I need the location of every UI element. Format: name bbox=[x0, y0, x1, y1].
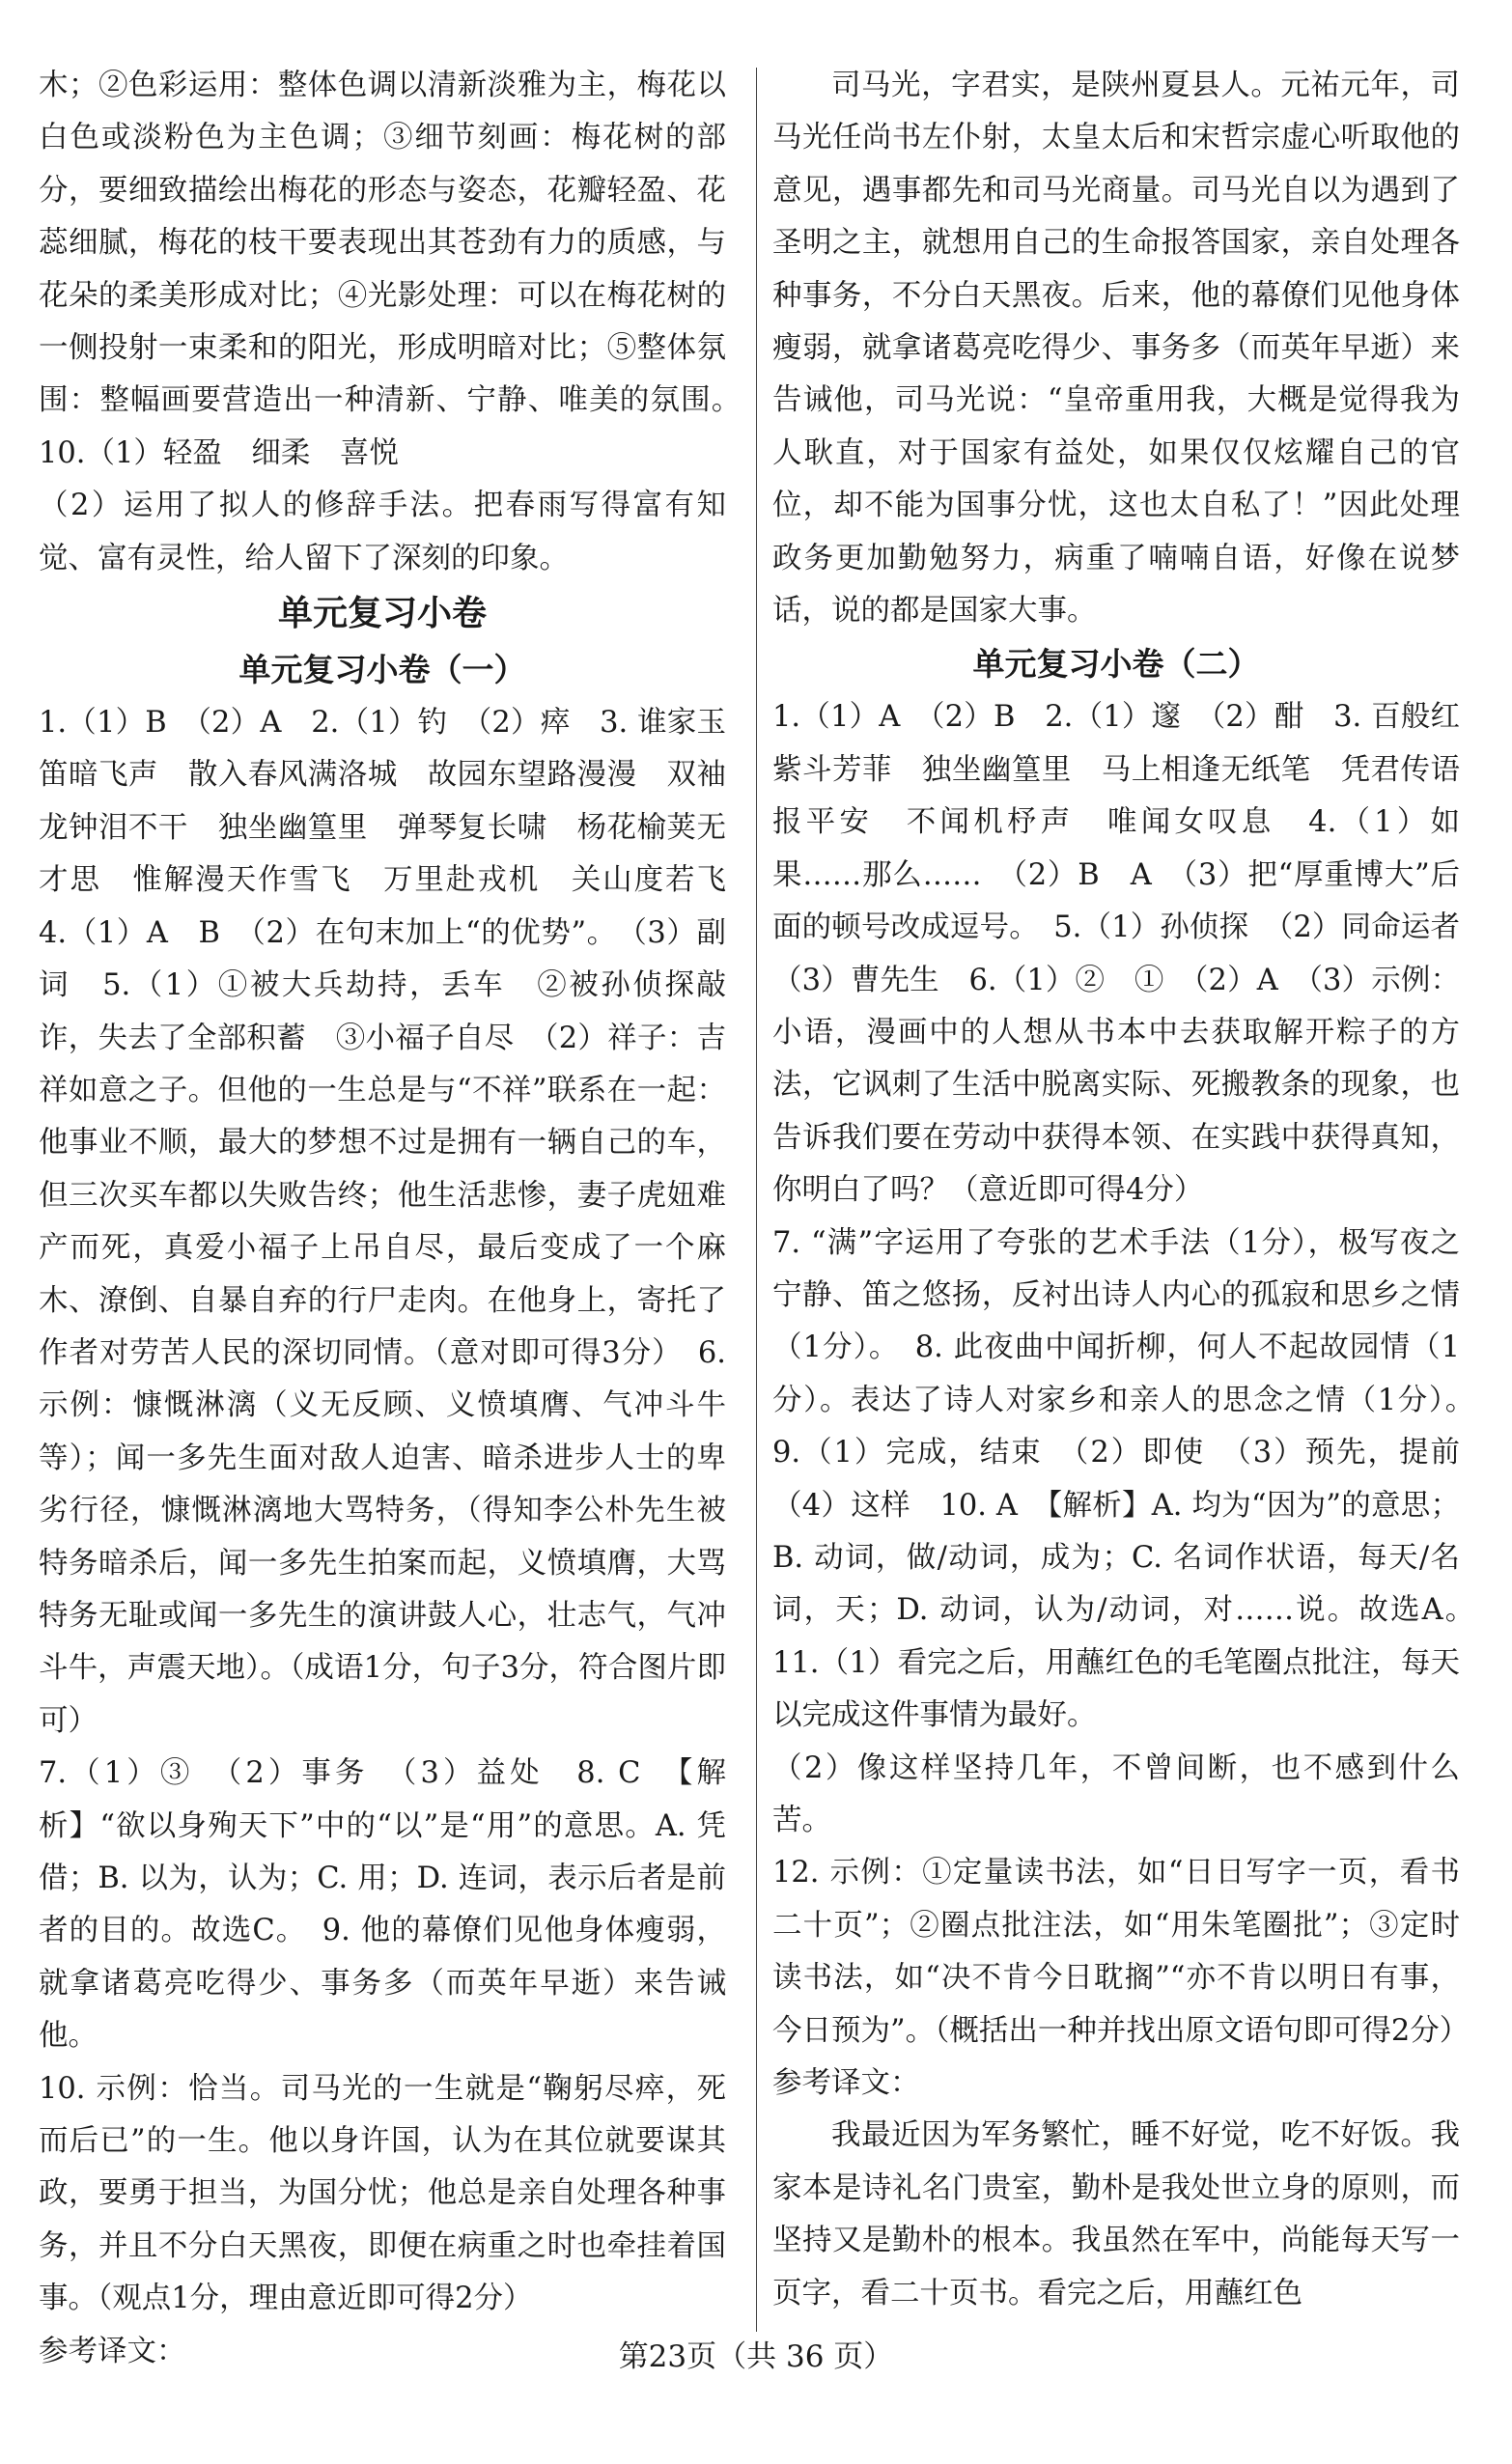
right-paragraph-5: 12. 示例：①定量读书法，如“日日写字一页，看书二十页”；②圈点批注法，如“用朱笔圈批”；③定时读书法，如“决不肯今日耽搁”“亦不肯以明日有事，今日预为”。（概括出一种并找出原文语句即可得2分） bbox=[772, 1856, 1470, 2048]
left-paragraph-3: 1.（1）B （2）A 2.（1）钓 （2）瘁 3. 谁家玉笛暗飞声 散入春风满洛城 故园东望路漫漫 双袖龙钟泪不干 独坐幽篁里 弹琴复长啸 杨花榆荚无才思 惟解漫天作雪飞 万里赴戎机 关山度若飞 4.（1）A B （2）在句末加上“的优势”。 （3）副词 5.（1）①被大兵劫持，丢车 ②被孙侦探敲诈，失去了全部积蓄 ③小福子自尽 （2）祥子：吉祥如意之子。但他的一生总是与“不祥”联系在一起：他事业不顺，最大的梦想不过是拥有一辆自己的车，但三次买车都以失败告终；他生活悲惨，妻子虎妞难产而死，真爱小福子上吊自尽，最后变成了一个麻木、潦倒、自暴自弃的行尸走肉。在他身上，寄托了作者对劳苦人民的深切同情。（意对即可得3分） 6. 示例：慷慨淋漓（义无反顾、义愤填膺、气冲斗牛等）；闻一多先生面对敌人迫害、暗杀进步人士的卑劣行径，慷慨淋漓地大骂特务，（得知李公朴先生被特务暗杀后，闻一多先生拍案而起，义愤填膺，大骂特务无耻或闻一多先生的演讲鼓人心，壮志气，气冲斗牛，声震天地）。（成语1分，句子3分，符合图片即可） bbox=[39, 706, 756, 1738]
right-paragraph-7: 我最近因为军务繁忙，睡不好觉，吃不好饭。我家本是诗礼名门贵室，勤朴是我处世立身的原则，而坚持又是勤朴的根本。我虽然在军中，尚能每天写一页字，看二十页书。看完之后，用蘸红色 bbox=[772, 2118, 1460, 2310]
left-paragraph-6: 参考译文： bbox=[39, 2334, 186, 2368]
section-heading-quiz-2: 单元复习小卷（二） bbox=[972, 645, 1260, 684]
right-column bbox=[772, 60, 1490, 2320]
column-divider bbox=[756, 68, 757, 2332]
left-paragraph-1: 木；②色彩运用：整体色调以清新淡雅为主，梅花以白色或淡粉色为主色调；③细节刻画：梅花树的部分，要细致描绘出梅花的形态与姿态，花瓣轻盈、花蕊细腻，梅花的枝干要表现出其苍劲有力的质感，与花朵的柔美形成对比；④光影处理：可以在梅花树的一侧投射一束柔和的阳光，形成明暗对比；⑤整体氛围：整幅画要营造出一种清新、宁静、唯美的氛围。 10.（1）轻盈 细柔 喜悦 bbox=[39, 69, 756, 470]
right-paragraph-4: （2）像这样坚持几年，不曾间断，也不感到什么苦。 bbox=[772, 1750, 1460, 1837]
right-paragraph-6: 参考译文： bbox=[772, 2066, 920, 2101]
right-paragraph-1: 司马光，字君实，是陕州夏县人。元祐元年，司马光任尚书左仆射，太皇太后和宋哲宗虚心听取他的意见，遇事都先和司马光商量。司马光自以为遇到了圣明之主，就想用自己的生命报答国家，亲自处理各种事务，不分白天黑夜。后来，他的幕僚们见他身体瘦弱，就拿诸葛亮吃得少、事务多（而英年早逝）来告诫他，司马光说：“皇帝重用我，大概是觉得我为人耿直，对于国家有益处，如果仅仅炫耀自己的官位，却不能为国事分忧，这也太自私了！”因此处理政务更加勤勉努力，病重了喃喃自语，好像在说梦话，说的都是国家大事。 bbox=[772, 69, 1460, 629]
right-paragraph-2: 1.（1）A （2）B 2.（1）邃 （2）酣 3. 百般红紫斗芳菲 独坐幽篁里 马上相逢无纸笔 凭君传语报平安 不闻机杼声 唯闻女叹息 4.（1）如果……那么…… （2）B A （3）把“厚重博大”后面的顿号改成逗号。 5.（1）孙侦探 （2）同命运者 （3）曹先生 6.（1）② ① （2）A （3）示例：小语，漫画中的人想从书本中去获取解开粽子的方法，它讽刺了生活中脱离实际、死搬教条的现象，也告诉我们要在劳动中获得本领、在实践中获得真知，你明白了吗？（意近即可得4分） bbox=[772, 700, 1490, 1208]
right-paragraph-3: 7. “满”字运用了夸张的艺术手法（1分），极写夜之宁静、笛之悠扬，反衬出诗人内心的孤寂和思乡之情（1分）。 8. 此夜曲中闻折柳，何人不起故园情（1分）。表达了诗人对家乡和亲人的思念之情（1分）。 9.（1）完成，结束 （2）即使 （3）预先，提前 （4）这样 10. A 【解析】A. 均为“因为”的意思；B. 动词，做/动词，成为；C. 名词作状语，每天/名词，天；D. 动词，认为/动词，对……说。故选A。 11.（1）看完之后，用蘸红色的毛笔圈点批注，每天以完成这件事情为最好。 bbox=[772, 1225, 1490, 1733]
section-heading-quiz-1: 单元复习小卷（一） bbox=[238, 651, 526, 689]
left-paragraph-4: 7.（1）③ （2）事务 （3）益处 8. C 【解析】“欲以身殉天下”中的“以”是“用”的意思。A. 凭借；B. 以为，认为；C. 用；D. 连词，表示后者是前者的目的。故选C。 9. 他的幕僚们见他身体瘦弱，就拿诸葛亮吃得少、事务多（而英年早逝）来告诫他。 bbox=[39, 1756, 726, 2054]
left-paragraph-2: （2）运用了拟人的修辞手法。把春雨写得富有知觉、富有灵性，给人留下了深刻的印象。 bbox=[39, 489, 726, 575]
section-heading-main: 单元复习小卷 bbox=[277, 594, 487, 634]
left-paragraph-5: 10. 示例：恰当。司马光的一生就是“鞠躬尽瘁，死而后已”的一生。他以身许国，认为在其位就要谋其政，要勇于担当，为国分忧；他总是亲自处理各种事务，并且不分白天黑夜，即便在病重之时也牵挂着国事。（观点1分，理由意近即可得2分） bbox=[39, 2071, 726, 2316]
page-number: 第23页（共 36 页） bbox=[618, 2339, 894, 2374]
